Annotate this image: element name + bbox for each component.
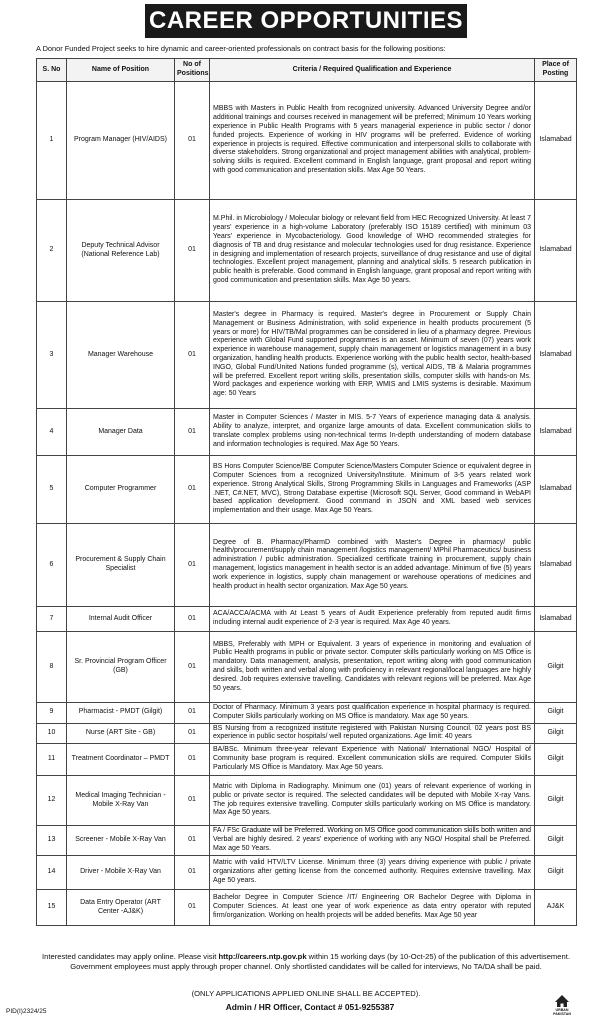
table-row	[37, 456, 577, 524]
cell-position: Medical Imaging Technician - Mobile X-Ray Van	[67, 776, 175, 826]
cell-place: AJ&K	[535, 890, 577, 926]
organization-logo	[548, 994, 576, 1020]
cell-criteria: BA/BSc. Minimum three-year relevant Experience with National/ International NGO/ Hospital of Community base program is required. Excellent communication skills are required. Computer Skills Particularly MS Office is Mandatory. Max Age 50 years.	[210, 744, 535, 776]
header-criteria: Criteria / Required Qualification and Experience	[210, 59, 535, 82]
cell-position: Driver - Mobile X-Ray Van	[67, 856, 175, 890]
cell-position: Nurse (ART Site - GB)	[67, 723, 175, 744]
table-row	[37, 723, 577, 744]
cell-sno: 10	[37, 723, 67, 744]
logo-text: URBAN PAKISTAN	[553, 1008, 571, 1016]
cell-position: Manager Warehouse	[67, 302, 175, 409]
cell-sno: 4	[37, 409, 67, 456]
cell-positions-count: 01	[175, 744, 210, 776]
table-header-row	[37, 59, 577, 82]
positions-table	[36, 58, 577, 926]
cell-criteria: M.Phil. in Microbiology / Molecular biology or relevant field from HEC Recognized University. At least 7 years' experience in a high-volume Laboratory (preferably ISO 15189 certified) with minimum 03 Years' experience in Mycobacteriology. Good knowledge of WHO recommended strategies for diagnosis of TB and drug resistance and molecular technologies used for drug resistance. Experience in designing and implementation of research projects, surveillance of drug resistance and use of digital technologies. Excellent project management, planning and analytical skills. 5 research publication in public health is preferable. Good command in English language, grant proposal and report writing with good communication and presentation skills. Max Age 50 years.	[210, 200, 535, 302]
cell-place: Islamabad	[535, 409, 577, 456]
cell-position: Treatment Coordinator – PMDT	[67, 744, 175, 776]
cell-position: Manager Data	[67, 409, 175, 456]
cell-position: Procurement & Supply Chain Specialist	[67, 524, 175, 607]
cell-positions-count: 01	[175, 890, 210, 926]
cell-criteria: FA / FSc Graduate will be Preferred. Working on MS Office good communication skills both written and Verbal are highly desired. 2 years' experience of working with any NGO/ Hospital shall be Preferred. Max age 50 Years.	[210, 826, 535, 856]
contact-line: Admin / HR Officer, Contact # 051-9255387	[225, 1002, 395, 1012]
cell-place: Gilgit	[535, 856, 577, 890]
table-row	[37, 703, 577, 724]
cell-position: Program Manager (HIV/AIDS)	[67, 82, 175, 200]
footer-text-after: within 15 working days (by 10-Oct-25) of the publication of this advertisement. Government employees must apply through proper channel. Only shortlisted candidates will be called for interviews, No TA/DA shall be paid.	[70, 952, 570, 971]
pid-number: PID(I)2324/25	[6, 1008, 47, 1015]
header-position: Name of Position	[67, 59, 175, 82]
footer-text-before: Interested candidates may apply online. Please visit	[42, 952, 219, 961]
cell-criteria: ACA/ACCA/ACMA with At Least 5 years of Audit Experience preferably from reputed audit firms including internal audit experience of 2-3 year is required. Max Age 40 years.	[210, 607, 535, 632]
page-title: CAREER OPPORTUNITIES	[145, 4, 467, 38]
table-row	[37, 82, 577, 200]
cell-criteria: Matric with Diploma in Radiography. Minimum one (01) years of relevant experience of working in public or private sector is required. The selected candidates will be deputed with Mobile X-ray Vans. The job requires extensive travelling. Computer skills particularly working on MS Office is mandatory. Max Age 50 years.	[210, 776, 535, 826]
cell-positions-count: 01	[175, 856, 210, 890]
cell-criteria: Matric with valid HTV/LTV License. Minimum three (3) years driving experience with public / private organizations after getting license from the concerned authority. Requires extensive travelling. Max Age 50 years.	[210, 856, 535, 890]
cell-sno: 1	[37, 82, 67, 200]
cell-positions-count: 01	[175, 826, 210, 856]
cell-sno: 5	[37, 456, 67, 524]
table-row	[37, 607, 577, 632]
table-row	[37, 632, 577, 703]
cell-place: Gilgit	[535, 632, 577, 703]
cell-criteria: BS Nursing from a recognized institute registered with Pakistan Nursing Council. 02 years post BS experience in public sector hospitals/ well reputed organizations. Age limit: 40 years	[210, 723, 535, 744]
cell-place: Islamabad	[535, 456, 577, 524]
cell-sno: 7	[37, 607, 67, 632]
cell-sno: 3	[37, 302, 67, 409]
table-row	[37, 776, 577, 826]
cell-place: Gilgit	[535, 826, 577, 856]
cell-place: Islamabad	[535, 82, 577, 200]
header-positions-count: No of Positions	[175, 59, 210, 82]
cell-place: Islamabad	[535, 524, 577, 607]
cell-sno: 2	[37, 200, 67, 302]
header-place: Place of Posting	[535, 59, 577, 82]
cell-sno: 6	[37, 524, 67, 607]
cell-sno: 11	[37, 744, 67, 776]
cell-sno: 13	[37, 826, 67, 856]
cell-position: Sr. Provincial Program Officer (GB)	[67, 632, 175, 703]
careers-link[interactable]: http://careers.ntp.gov.pk	[218, 952, 307, 961]
footer-note: (ONLY APPLICATIONS APPLIED ONLINE SHALL BE ACCEPTED).	[191, 989, 421, 998]
cell-position: Data Entry Operator (ART Center -AJ&K)	[67, 890, 175, 926]
cell-place: Islamabad	[535, 302, 577, 409]
footer-instructions	[36, 952, 576, 972]
cell-sno: 12	[37, 776, 67, 826]
cell-sno: 14	[37, 856, 67, 890]
table-row	[37, 744, 577, 776]
table-row	[37, 890, 577, 926]
cell-positions-count: 01	[175, 302, 210, 409]
cell-positions-count: 01	[175, 82, 210, 200]
intro-text: A Donor Funded Project seeks to hire dynamic and career-oriented professionals on contract basis for the following positions:	[36, 44, 446, 53]
cell-place: Islamabad	[535, 607, 577, 632]
header-sno: S. No	[37, 59, 67, 82]
cell-place: Gilgit	[535, 703, 577, 724]
table-row	[37, 524, 577, 607]
cell-positions-count: 01	[175, 723, 210, 744]
cell-positions-count: 01	[175, 776, 210, 826]
table-row	[37, 856, 577, 890]
cell-criteria: Degree of B. Pharmacy/PharmD combined with Master's Degree in pharmacy/ public health/procurement/supply chain management /logistics management/ MPhil Pharmaceutics/ business administration / public administration. Specialized certificate training in procurement, supply chain management, logistics management in health sector is an added advantage. Minimum of five (5) years work experience in logistics, supply chain management or warehouse operations of medicines and health product in health sector organization. Max Age 50 years.	[210, 524, 535, 607]
cell-place: Gilgit	[535, 744, 577, 776]
cell-place: Islamabad	[535, 200, 577, 302]
cell-sno: 8	[37, 632, 67, 703]
table-row	[37, 200, 577, 302]
cell-position: Internal Audit Officer	[67, 607, 175, 632]
cell-criteria: MBBS with Masters in Public Health from recognized university. Advanced University Degree and/or additional trainings and courses received in management will be preferred; Minimum 10 Years working experience in Public Health Programs with 5 years managerial experience in public sector / donor funded projects. Experience of working in HIV programs will be preferred. Evidence of working experience in projects is required. Effective communication and interpersonal skills to collaborate with diverse stakeholders. Strong organizational and project management abilities with analytical, problem-solving skills is required. Excellent command in English language, grant proposal and report writing with good communication and presentation skills. Max Age 50 Years.	[210, 82, 535, 200]
cell-position: Computer Programmer	[67, 456, 175, 524]
table-row	[37, 409, 577, 456]
cell-positions-count: 01	[175, 632, 210, 703]
cell-criteria: MBBS, Preferably with MPH or Equivalent. 3 years of experience in monitoring and evaluation of Public Health programs in public or private sector. Computer skills particularly working on MS Office is mandatory. Data management, analysis, presentation, report writing along with good communication and skills, both written and verbal along with proficiency in relevant regional/local languages are highly desired. Job requires extensive travelling. Candidates with relevant regions will be preferred. Max Age 50 years.	[210, 632, 535, 703]
cell-criteria: Master in Computer Sciences / Master in MIS. 5-7 Years of experience managing data & analysis. Ability to analyze, interpret, and organize large amounts of data. Excellent communication skills to translate complex problems using non-technical terms In-depth understanding of modern database and information technologies is required. Max Age 50 Years.	[210, 409, 535, 456]
cell-positions-count: 01	[175, 524, 210, 607]
table-row	[37, 302, 577, 409]
cell-sno: 9	[37, 703, 67, 724]
cell-positions-count: 01	[175, 607, 210, 632]
cell-position: Screener - Mobile X-Ray Van	[67, 826, 175, 856]
cell-criteria: BS Hons Computer Science/BE Computer Science/Masters Computer Science or equivalent degree in Computer Sciences from a recognized University/Institute. Minimum of 3-5 years related work experience. Strong Analytical Skills, Strong Programming Skills in Languages and Frameworks (ASP .NET, C#.NET, MVC), Strong Database expertise (Microsoft SQL Server, Good command in WebAPI based application development. Good command in JSON and XML based web services implementation and their usage. Max Age 50 Years.	[210, 456, 535, 524]
cell-sno: 15	[37, 890, 67, 926]
logo-icon	[553, 994, 571, 1008]
cell-positions-count: 01	[175, 409, 210, 456]
cell-positions-count: 01	[175, 200, 210, 302]
cell-positions-count: 01	[175, 703, 210, 724]
cell-criteria: Bachelor Degree in Computer Science /IT/ Engineering OR Bachelor Degree with Diploma in Computer Sciences. At least one year of work experience as data entry operator with reputed firm/organization. Working on health projects will be added benefits. Max Age 50 year	[210, 890, 535, 926]
table-row	[37, 826, 577, 856]
cell-criteria: Doctor of Pharmacy. Minimum 3 years post qualification experience in hospital pharmacy is required. Computer Skills particularly working on MS Office is mandatory. Max age 50 years.	[210, 703, 535, 724]
cell-position: Pharmacist - PMDT (Gilgit)	[67, 703, 175, 724]
cell-place: Gilgit	[535, 776, 577, 826]
cell-criteria: Master's degree in Pharmacy is required. Master's degree in Procurement or Supply Chain Management or Business Administration, with solid experience in health products procurement (5 years or more) for HIV/TB/Mal programmes can be considered in lieu of a pharmacy degree. Previous experience with Global Fund supported programmes is an asset. Minimum of seven (07) years work experience in warehouse management, supply chain management or logistics management in a busy organization, handling health products. Experience working with the public health sector, health-based INGO, Global Fund/United Nations funded programme (s), vertical AIDS, TB & Malaria programmes will be preferred. Excellent report writing skills, presentation skills, computer skills with hands-on Ms. Word packages and experience working with ERP, WMIS and LMIS systems is desirable. Maximum age: 50 Years	[210, 302, 535, 409]
cell-positions-count: 01	[175, 456, 210, 524]
cell-place: Gilgit	[535, 723, 577, 744]
cell-position: Deputy Technical Advisor (National Reference Lab)	[67, 200, 175, 302]
